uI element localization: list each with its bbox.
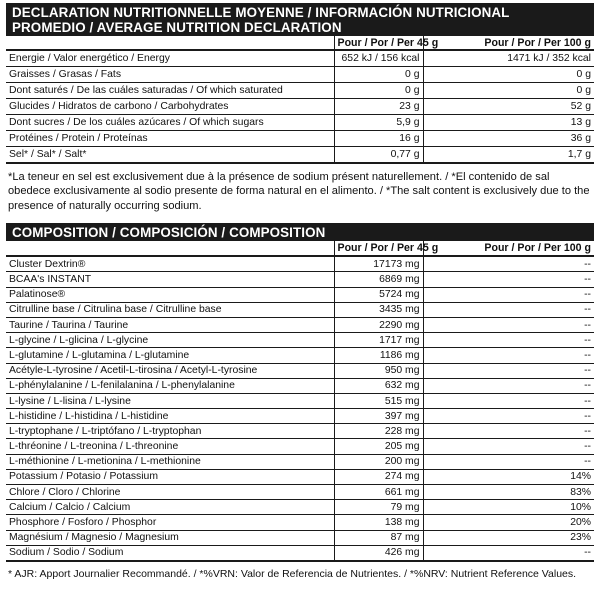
value-per-45g: 5724 mg [334, 287, 423, 302]
row-label: Chlore / Cloro / Chlorine [6, 485, 334, 500]
table-row [6, 131, 594, 147]
value-per-45g: 79 mg [334, 500, 423, 515]
nutrition-heading-line2: PROMEDIO / AVERAGE NUTRITION DECLARATION [12, 20, 342, 35]
table-row [6, 302, 594, 317]
value-per-100g: 14% [423, 469, 594, 484]
table-row [6, 99, 594, 115]
header-per-100g: Pour / Por / Per 100 g [423, 241, 594, 256]
value-per-45g: 5,9 g [334, 115, 423, 131]
value-per-100g: 1,7 g [423, 147, 594, 164]
value-per-100g: -- [423, 317, 594, 332]
value-per-100g: -- [423, 545, 594, 561]
table-row [6, 50, 594, 67]
nutrition-label [6, 3, 594, 580]
value-per-100g: -- [423, 333, 594, 348]
row-label: Magnésium / Magnesio / Magnesium [6, 530, 334, 545]
value-per-100g: -- [423, 256, 594, 272]
row-label: Cluster Dextrin® [6, 256, 334, 272]
row-label: L-glycine / L-glicina / L-glycine [6, 333, 334, 348]
value-per-100g: -- [423, 363, 594, 378]
nutrition-heading-line1: DECLARATION NUTRITIONNELLE MOYENNE / INFORMACIÓN NUTRICIONAL [12, 5, 510, 20]
table-row [6, 469, 594, 484]
value-per-45g: 652 kJ / 156 kcal [334, 50, 423, 67]
table-row [6, 83, 594, 99]
row-label: Sel* / Sal* / Salt* [6, 147, 334, 164]
table-row [6, 333, 594, 348]
value-per-45g: 397 mg [334, 409, 423, 424]
value-per-45g: 0 g [334, 67, 423, 83]
table-row [6, 348, 594, 363]
value-per-100g: 0 g [423, 67, 594, 83]
value-per-100g: -- [423, 454, 594, 469]
value-per-100g: -- [423, 272, 594, 287]
salt-note: *La teneur en sel est exclusivement due à la présence de sodium présent naturellement. / *El contenido de sal obedece exclusivamente al sodio presente de forma natural en el alimento. / *The salt content is exclusively due to the presence of naturally occurring sodium. [8, 171, 590, 212]
value-per-100g: -- [423, 302, 594, 317]
value-per-45g: 3435 mg [334, 302, 423, 317]
row-label: Potassium / Potasio / Potassium [6, 469, 334, 484]
nutrition-header-row [6, 36, 594, 50]
composition-heading-text: COMPOSITION / COMPOSICIÓN / COMPOSITION [12, 225, 326, 241]
value-per-45g: 274 mg [334, 469, 423, 484]
row-label: Taurine / Taurina / Taurine [6, 317, 334, 332]
value-per-100g: -- [423, 439, 594, 454]
row-label: L-histidine / L-histidina / L-histidine [6, 409, 334, 424]
value-per-100g: -- [423, 424, 594, 439]
table-row [6, 485, 594, 500]
value-per-100g: -- [423, 348, 594, 363]
row-label: L-glutamine / L-glutamina / L-glutamine [6, 348, 334, 363]
header-label-cell [6, 36, 334, 50]
value-per-100g: 1471 kJ / 352 kcal [423, 50, 594, 67]
row-label: L-méthionine / L-metionina / L-methionine [6, 454, 334, 469]
row-label: L-thréonine / L-treonina / L-threonine [6, 439, 334, 454]
composition-header-row [6, 241, 594, 256]
row-label: Calcium / Calcio / Calcium [6, 500, 334, 515]
row-label: Palatinose® [6, 287, 334, 302]
table-row [6, 115, 594, 131]
table-row [6, 500, 594, 515]
value-per-45g: 0 g [334, 83, 423, 99]
value-per-45g: 632 mg [334, 378, 423, 393]
value-per-45g: 0,77 g [334, 147, 423, 164]
value-per-100g: 52 g [423, 99, 594, 115]
row-label: Graisses / Grasas / Fats [6, 67, 334, 83]
nutrition-heading [6, 3, 594, 36]
row-label: Glucides / Hidratos de carbono / Carbohydrates [6, 99, 334, 115]
value-per-100g: 0 g [423, 83, 594, 99]
row-label: Energie / Valor energético / Energy [6, 50, 334, 67]
composition-heading [6, 223, 594, 241]
row-label: Protéines / Protein / Proteínas [6, 131, 334, 147]
table-row [6, 287, 594, 302]
footnote: * AJR: Apport Journalier Recommandé. / *%VRN: Valor de Referencia de Nutrientes. / *%NRV: Nutrient Reference Values. [8, 567, 577, 580]
value-per-100g: 23% [423, 530, 594, 545]
row-label: Sodium / Sodio / Sodium [6, 545, 334, 561]
value-per-100g: 10% [423, 500, 594, 515]
value-per-100g: -- [423, 378, 594, 393]
value-per-45g: 661 mg [334, 485, 423, 500]
value-per-100g: -- [423, 393, 594, 408]
table-row [6, 545, 594, 561]
value-per-45g: 515 mg [334, 393, 423, 408]
row-label: BCAA's INSTANT [6, 272, 334, 287]
table-row [6, 378, 594, 393]
table-row [6, 393, 594, 408]
composition-table [6, 241, 594, 562]
row-label: Citrulline base / Citrulina base / Citrulline base [6, 302, 334, 317]
value-per-45g: 228 mg [334, 424, 423, 439]
value-per-45g: 200 mg [334, 454, 423, 469]
value-per-45g: 23 g [334, 99, 423, 115]
value-per-45g: 16 g [334, 131, 423, 147]
table-row [6, 409, 594, 424]
table-row [6, 363, 594, 378]
header-per-45g: Pour / Por / Per 45 g [334, 241, 423, 256]
value-per-100g: 13 g [423, 115, 594, 131]
table-row [6, 530, 594, 545]
nutrition-table [6, 36, 594, 164]
row-label: L-phénylalanine / L-fenilalanina / L-phenylalanine [6, 378, 334, 393]
value-per-100g: -- [423, 287, 594, 302]
row-label: Acétyle-L-tyrosine / Acetil-L-tirosina / Acetyl-L-tyrosine [6, 363, 334, 378]
value-per-100g: -- [423, 409, 594, 424]
table-row [6, 439, 594, 454]
table-row [6, 67, 594, 83]
value-per-100g: 20% [423, 515, 594, 530]
value-per-100g: 36 g [423, 131, 594, 147]
row-label: L-tryptophane / L-triptófano / L-tryptophan [6, 424, 334, 439]
row-label: Dont saturés / De las cuáles saturadas / Of which saturated [6, 83, 334, 99]
value-per-45g: 17173 mg [334, 256, 423, 272]
value-per-45g: 87 mg [334, 530, 423, 545]
header-per-45g: Pour / Por / Per 45 g [334, 36, 423, 50]
value-per-45g: 950 mg [334, 363, 423, 378]
header-per-100g: Pour / Por / Per 100 g [423, 36, 594, 50]
table-row [6, 515, 594, 530]
header-label-cell [6, 241, 334, 256]
value-per-45g: 426 mg [334, 545, 423, 561]
row-label: L-lysine / L-lisina / L-lysine [6, 393, 334, 408]
value-per-45g: 2290 mg [334, 317, 423, 332]
table-row [6, 272, 594, 287]
table-row [6, 147, 594, 164]
table-row [6, 424, 594, 439]
value-per-45g: 6869 mg [334, 272, 423, 287]
table-row [6, 317, 594, 332]
row-label: Phosphore / Fosforo / Phosphor [6, 515, 334, 530]
value-per-45g: 1717 mg [334, 333, 423, 348]
row-label: Dont sucres / De los cuáles azúcares / Of which sugars [6, 115, 334, 131]
value-per-45g: 205 mg [334, 439, 423, 454]
value-per-100g: 83% [423, 485, 594, 500]
value-per-45g: 138 mg [334, 515, 423, 530]
table-row [6, 454, 594, 469]
value-per-45g: 1186 mg [334, 348, 423, 363]
table-row [6, 256, 594, 272]
